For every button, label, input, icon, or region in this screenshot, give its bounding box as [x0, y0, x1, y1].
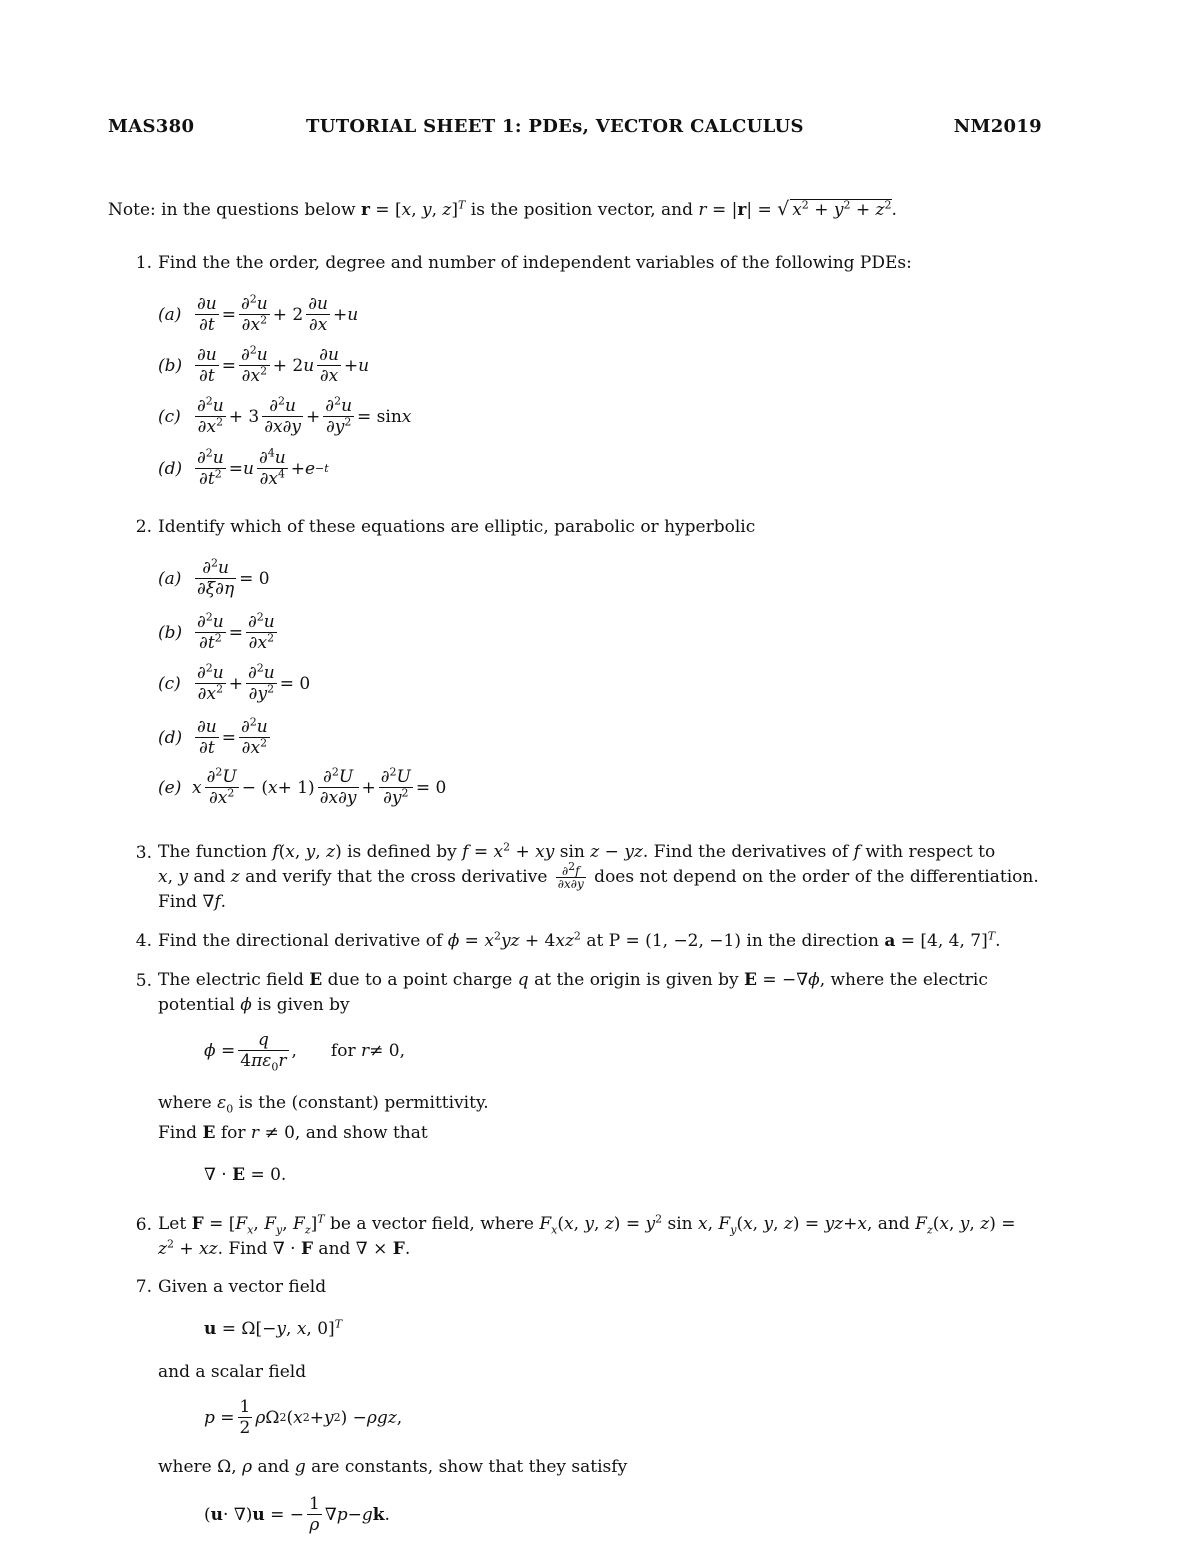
- q5-text: is the (constant) permittivity.: [233, 1093, 489, 1113]
- q3-text: is defined by: [341, 842, 463, 862]
- q3-text: . Find the derivatives of: [642, 842, 854, 862]
- q5-text: for: [215, 1123, 251, 1143]
- note-line: Note: in the questions below r = [x, y, z]$^T$ is the position vector, and r = |r| = √ $x^2 + y^2 + z^2$.: [108, 198, 897, 220]
- q5-text: The electric field: [158, 970, 310, 990]
- question-5-number: [126, 970, 158, 992]
- q7-text: where: [158, 1457, 218, 1477]
- q5-text: where: [158, 1093, 218, 1113]
- q5-text: is given by: [251, 995, 350, 1015]
- course-code: MAS380: [108, 116, 195, 137]
- question-number: 7.: [135, 1277, 152, 1297]
- question-6-number: [126, 1214, 158, 1236]
- q7-pressure-eq: p = $\frac{1}{2}$ ρ Ω 2 ( x 2 + y 2 ) − ρgz ,: [204, 1397, 403, 1438]
- q3-text: and: [188, 867, 231, 887]
- question-number: 1.: [135, 253, 152, 273]
- q2-eq-a: (a) $\frac{\partial^2u}{\partial\xi\partial\eta}$ = 0: [158, 556, 270, 599]
- question-number: 2.: [135, 517, 152, 537]
- question-text: Identify which of these equations are elliptic, parabolic or hyperbolic: [158, 517, 756, 537]
- q6-text: be a vector field, where: [324, 1214, 540, 1234]
- q5-divergence-eq: ∇ · E = 0.: [204, 1165, 287, 1185]
- question-number: 3.: [135, 843, 152, 863]
- part-label: (b): [158, 622, 183, 643]
- q3-text: does not depend on the order of the differentiation.: [588, 867, 1039, 887]
- part-label: (e): [158, 777, 182, 798]
- q1-eq-d: (d) $\frac{\partial^2u}{\partial t^2}$ = u $\frac{\partial^4u}{\partial x^4}$ + e −t: [158, 446, 329, 489]
- q7-scalar-intro: [158, 1361, 306, 1383]
- q5-potential-eq: ϕ = $\frac{q}{4\pi\varepsilon_0r}$ , for r ≠ 0,: [204, 1030, 405, 1074]
- q3-text: with respect to: [859, 842, 996, 862]
- question-number: 6.: [135, 1215, 152, 1235]
- question-4: 4. Find the directional derivative of $\phi = x^2yz + 4xz^2$ at P = (1, −2, −1) in the direction a = [4, 4, 7]$^T$.: [126, 930, 1000, 952]
- question-3: The function f(x, y, z) is defined by $f = x^2$ + xy sin z − yz. Find the derivatives of f with respect to x, y and z and verify that the cross derivative $\frac{\partial^2f}{\partial x\partial y}$ does not depend on the order of the differentiation. Find ∇f.: [158, 840, 1039, 912]
- q7-velocity-eq: u = Ω[−y, x, 0]$^T$: [204, 1317, 343, 1339]
- q5-text: at the origin is given by: [528, 970, 744, 990]
- q4-text: Find the directional derivative of: [158, 931, 448, 951]
- q5-text: , where the electric: [819, 970, 988, 990]
- q5-text: due to a point charge: [322, 970, 518, 990]
- part-label: (a): [158, 568, 182, 589]
- part-label: (b): [158, 355, 183, 376]
- question-7: [126, 1276, 326, 1298]
- q4-text: at P = (1, −2, −1) in the direction: [580, 931, 885, 951]
- q7-constants: where Ω, ρ and g are constants, show that they satisfy: [158, 1457, 628, 1477]
- q2-eq-c: (c) $\frac{\partial^2u}{\partial x^2}$ + $\frac{\partial^2u}{\partial y^2}$ = 0: [158, 661, 311, 704]
- q6-text: Let: [158, 1214, 192, 1234]
- q7-euler-eq: ( u · ∇) u = − $\frac{1}{\rho}$ ∇ p − g k .: [204, 1494, 390, 1535]
- question-6: Let $F = [F_x$, $F_y$, $F_z]^T$ be a vector field, where $F_x(x$, y, $z) = y^2$ sin x, $F_y(x$, y, z) = yz+x, and $F_z(x$, y, z) = $z^2$ + xz. Find ∇ · F and ∇ × F.: [158, 1212, 1016, 1259]
- sheet-date-code: NM2019: [953, 116, 1042, 137]
- question-3-number: [126, 842, 158, 864]
- q5-text: potential: [158, 995, 241, 1015]
- part-label: (d): [158, 458, 183, 479]
- question-5: The electric field E due to a point charge q at the origin is given by E = −∇ϕ, where the electric potential ϕ is given by: [158, 970, 988, 1015]
- q2-eq-d: (d) $\frac{\partial u}{\partial t}$ = $\frac{\partial^2u}{\partial x^2}$: [158, 715, 268, 758]
- q2-eq-e: (e) x $\frac{\partial^2U}{\partial x^2}$ − ( x + 1) $\frac{\partial^2U}{\partial x\partial y}$ + $\frac{\partial^2U}{\partial y^2}$ = 0: [158, 765, 447, 808]
- q7-text: Given a vector field: [158, 1277, 327, 1297]
- q5-text: Find: [158, 1123, 203, 1143]
- question-2: [126, 516, 755, 538]
- q5-text: for: [330, 1040, 356, 1061]
- q6-text: . Find: [217, 1239, 273, 1259]
- part-label: (c): [158, 406, 181, 427]
- question-number: 4.: [135, 931, 152, 951]
- q5-permittivity: where $\varepsilon_0$ is the (constant) permittivity.: [158, 1093, 489, 1116]
- q3-text: Find: [158, 892, 203, 912]
- q2-eq-b: (b) $\frac{\partial^2u}{\partial t^2}$ = $\frac{\partial^2u}{\partial x^2}$: [158, 610, 275, 653]
- q7-text: and a scalar field: [158, 1362, 307, 1382]
- sheet-title: TUTORIAL SHEET 1: PDEs, VECTOR CALCULUS: [306, 116, 804, 137]
- q3-text: and verify that the cross derivative: [239, 867, 553, 887]
- q1-eq-c: (c) $\frac{\partial^2u}{\partial x^2}$ + 3 $\frac{\partial^2u}{\partial x\partial y}$ + $\frac{\partial^2u}{\partial y^2}$ = sin x: [158, 394, 412, 437]
- part-label: (a): [158, 304, 182, 325]
- q5-find-e: Find E for r ≠ 0, and show that: [158, 1123, 428, 1143]
- part-label: (c): [158, 673, 181, 694]
- part-label: (d): [158, 727, 183, 748]
- note-prefix: Note: in the questions below: [108, 200, 361, 220]
- q1-eq-b: (b) $\frac{\partial u}{\partial t}$ = $\frac{\partial^2u}{\partial x^2}$ + 2 u $\frac{\partial u}{\partial x}$ + u: [158, 343, 370, 386]
- q3-text: The function: [158, 842, 273, 862]
- q7-text: are constants, show that they satisfy: [305, 1457, 628, 1477]
- question-1: [126, 252, 912, 274]
- q5-text: , and show that: [294, 1123, 428, 1143]
- question-number: 5.: [135, 971, 152, 991]
- q1-eq-a: (a) $\frac{\partial u}{\partial t}$ = $\frac{\partial^2u}{\partial x^2}$ + 2 $\frac{\partial u}{\partial x}$ + u: [158, 292, 359, 335]
- note-middle: is the position vector, and: [465, 200, 699, 220]
- question-text: Find the the order, degree and number of independent variables of the following PDEs:: [158, 253, 912, 273]
